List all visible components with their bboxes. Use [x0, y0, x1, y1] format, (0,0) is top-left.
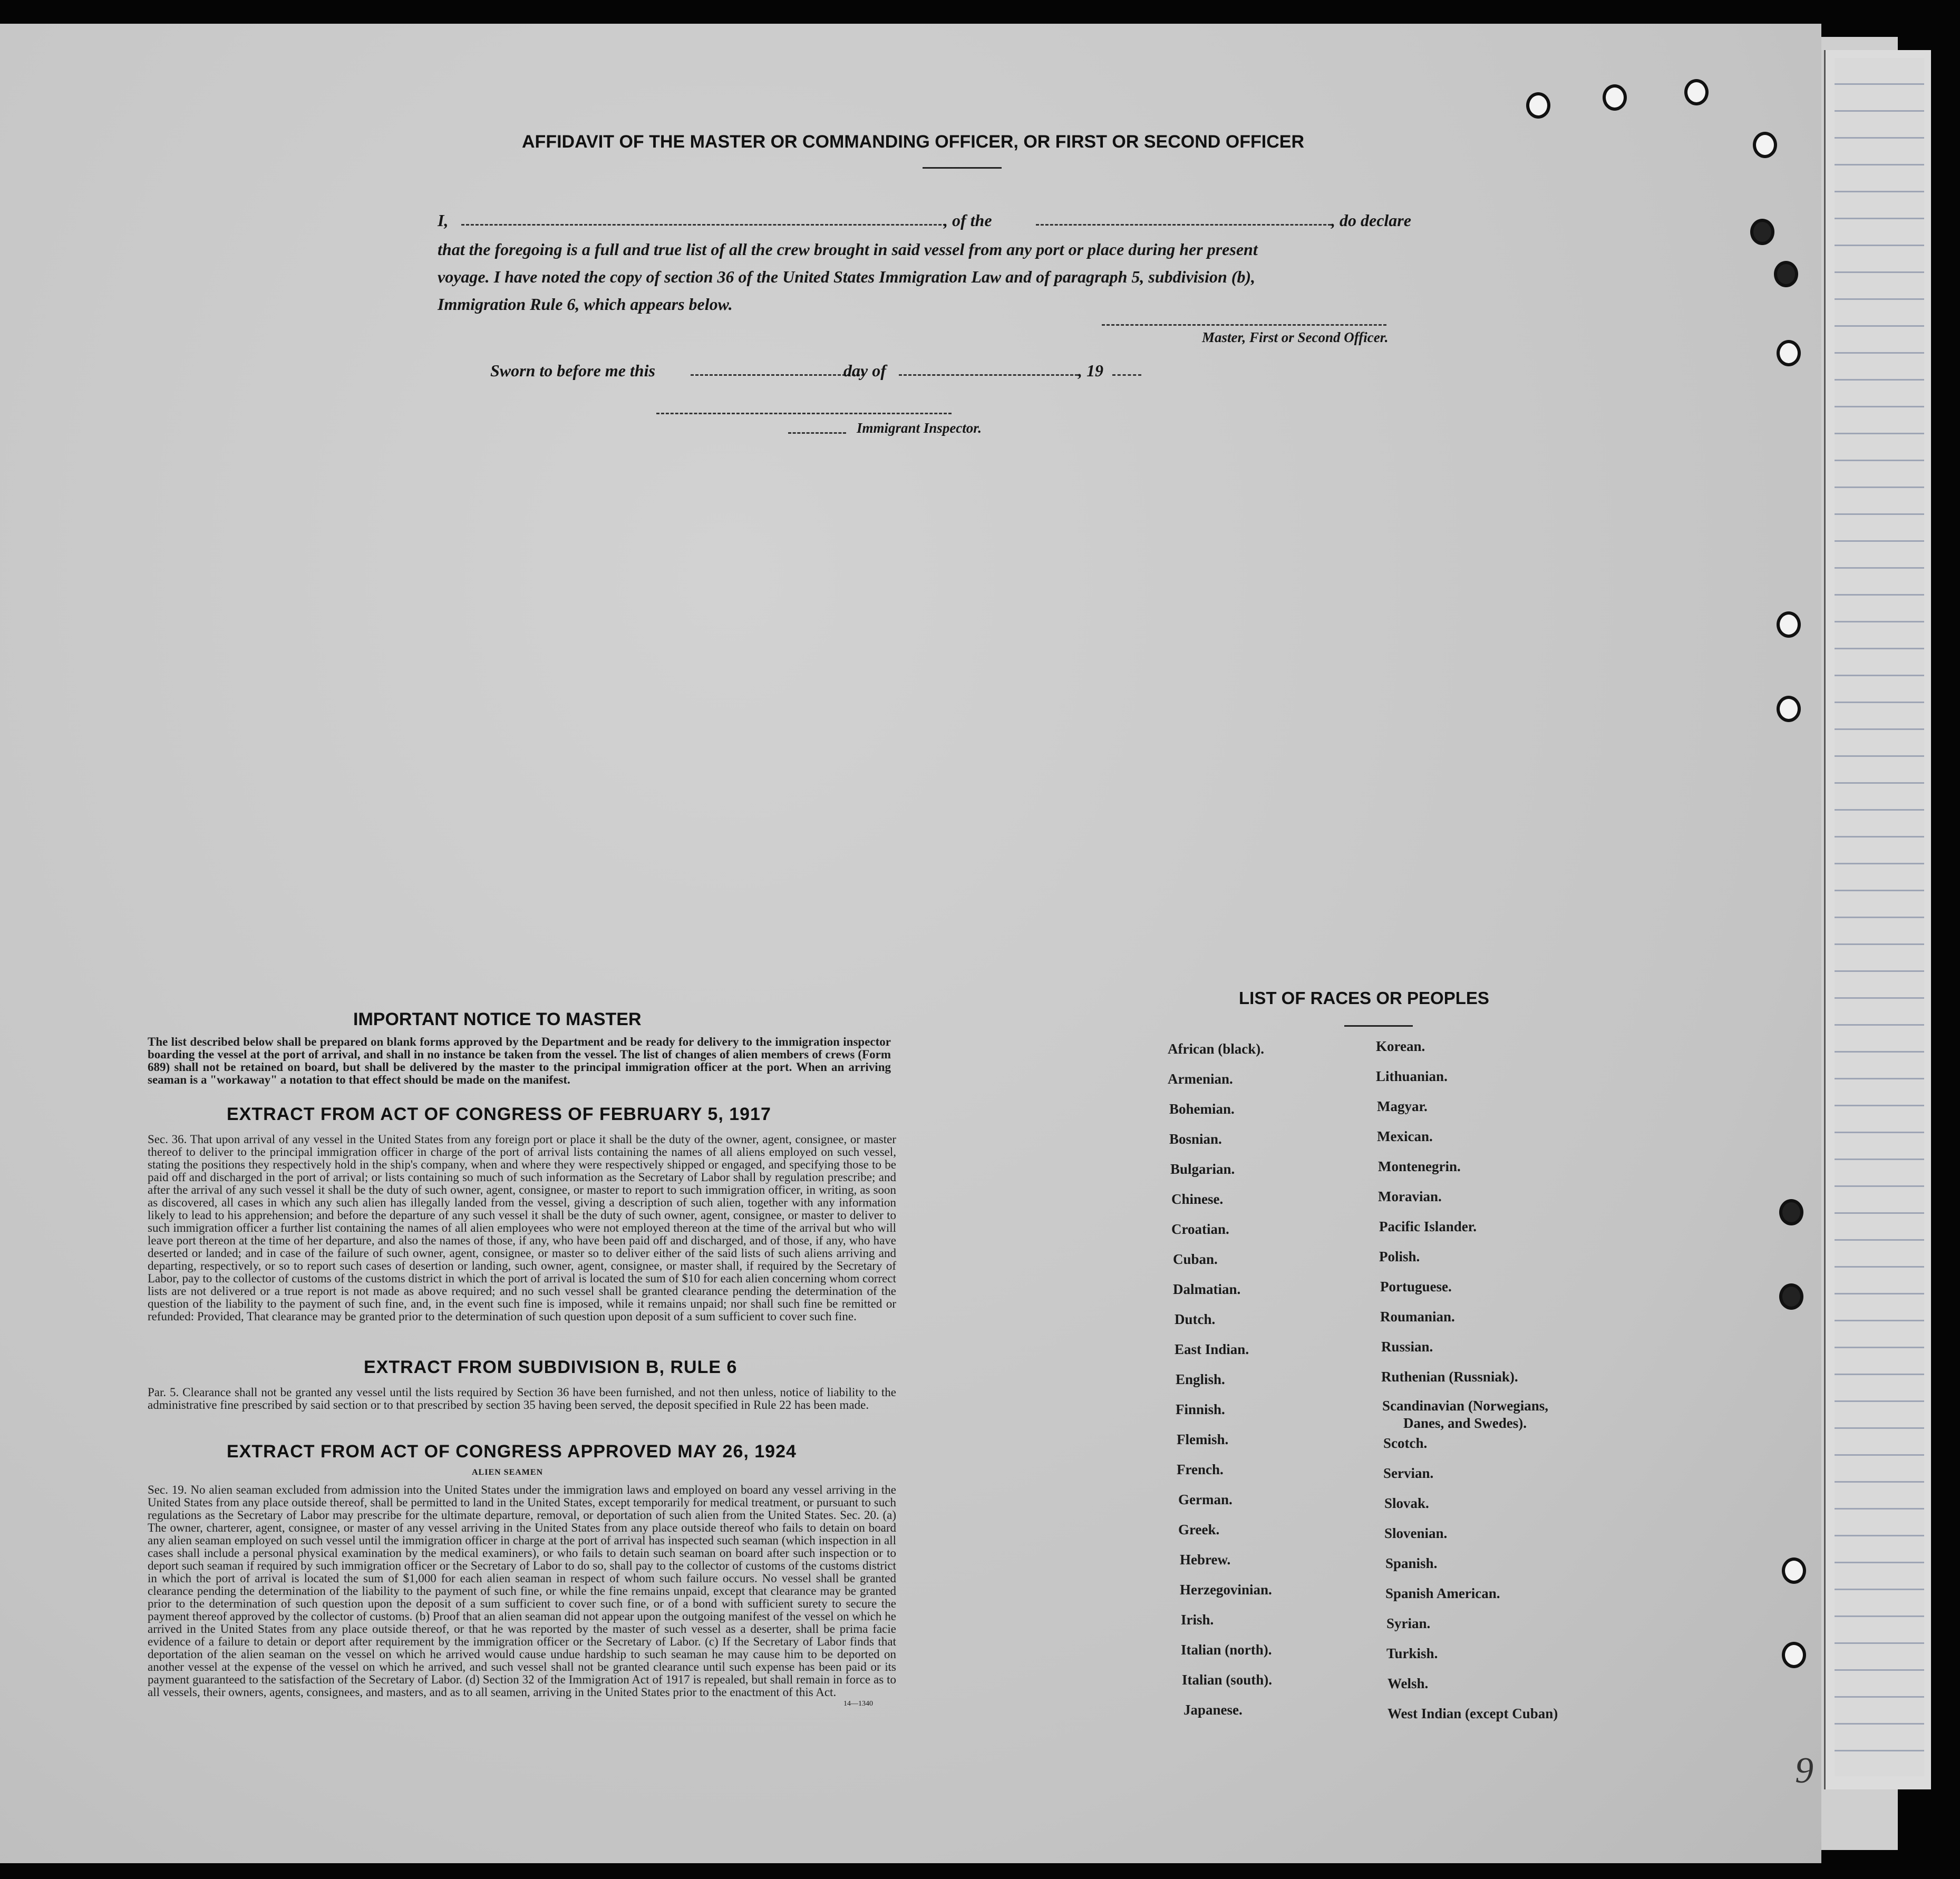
punch-hole	[1782, 1557, 1806, 1584]
inspector-blank-1	[656, 413, 952, 414]
race-item: Cuban.	[1173, 1251, 1218, 1267]
punch-hole	[1782, 1642, 1806, 1668]
race-item: Servian.	[1383, 1465, 1434, 1481]
sworn-day-blank	[691, 374, 865, 376]
punch-hole	[1750, 219, 1774, 245]
affidavit-title: AFFIDAVIT OF THE MASTER OR COMMANDING OFFICER, OR FIRST OR SECOND OFFICER	[522, 132, 1304, 152]
affidavit-i: I,	[438, 211, 449, 230]
sworn-label: Sworn to before me this	[490, 361, 655, 380]
day-of-label: day of	[843, 361, 886, 380]
race-item: Ruthenian (Russniak).	[1381, 1369, 1518, 1385]
form-page	[0, 24, 1821, 1863]
race-item: Dalmatian.	[1173, 1281, 1241, 1297]
extract-1917-title: EXTRACT FROM ACT OF CONGRESS OF FEBRUARY 5, 1917	[227, 1104, 771, 1124]
inspector-label: Immigrant Inspector.	[857, 420, 982, 436]
extract-1924-body: Sec. 19. No alien seaman excluded from admission into the United States under the immigration laws and employed on board any vessel arriving in the United States from any place outside thereof, shall be permitted to land in the United States, except temporarily for medical treatment, or pursuant to such regulations as the Secretary of Labor may prescribe for the ultimate departure, removal, or deportation of such alien from the United States. Sec. 20. (a) The owner, charterer, agent, consignee, or master of any vessel arriving in the United States from any place outside thereof who fails to detain on board any alien seaman employed on such vessel until the immigration officer in charge at the port of arrival has inspected such seaman (which inspection in all cases shall include a personal physical examination by the medical examiners), or who fails to detain such seaman on board after such inspection or to deport such seaman if required by such immigration officer or the Secretary of Labor to do so, shall pay to the collector of customs of the customs district in which the port of arrival is located the sum of $1,000 for each alien seaman in respect of whom such failure occurs. No vessel shall be granted clearance pending the determination of the liability to the payment of such fine, or while the fine remains unpaid, except that clearance may be granted prior to the determination of such question upon the deposit of a sum sufficient to cover such fine, or of a bond with sufficient surety to secure the payment thereof approved by the collector of customs. (b) Proof that an alien seaman did not appear upon the outgoing manifest of the vessel on which he arrived in the United States from any place outside thereof, or that he was reported by the master of such vessel as a deserter, shall be prima facie evidence of a failure to detain or deport after requirement by the immigration officer or the Secretary of Labor. (c) If the Secretary of Labor finds that deportation of the alien seaman on the vessel on which he arrived would cause undue hardship to such seaman he may cause him to be deported on another vessel at the expense of the vessel on which he arrived, and such vessel shall not be granted clearance until such expense has been paid or its payment guaranteed to the satisfaction of the Secretary of Labor. (d) Section 32 of the Immigration Act of 1917 is repealed, but shall remain in force as to all vessels, their owners, agents, consignees, and masters, and as to all seamen, arriving in the United States prior to the enactment of this Act.	[148, 1483, 896, 1699]
master-signature-label: Master, First or Second Officer.	[1202, 329, 1389, 345]
notice-title: IMPORTANT NOTICE TO MASTER	[353, 1009, 642, 1029]
alien-seamen-subtitle: ALIEN SEAMEN	[472, 1468, 544, 1477]
race-item: Bosnian.	[1169, 1131, 1222, 1147]
punch-hole	[1777, 696, 1801, 722]
master-signature-blank	[1102, 324, 1386, 326]
race-item: Dutch.	[1175, 1311, 1216, 1327]
subdivision-title: EXTRACT FROM SUBDIVISION B, RULE 6	[364, 1357, 738, 1377]
race-item: Turkish.	[1386, 1646, 1438, 1661]
margin-pencil-mark: 9	[1795, 1750, 1813, 1791]
punch-hole	[1684, 79, 1709, 105]
race-item: Croatian.	[1171, 1221, 1229, 1237]
race-item: Spanish American.	[1385, 1585, 1500, 1601]
title-underline	[923, 167, 1002, 169]
race-item: Armenian.	[1168, 1071, 1233, 1087]
race-item: Irish.	[1181, 1612, 1214, 1628]
race-item: Spanish.	[1385, 1555, 1438, 1571]
notice-text	[148, 1036, 891, 1086]
race-item: English.	[1176, 1371, 1225, 1387]
extract-1917-body: Sec. 36. That upon arrival of any vessel in the United States from any foreign port or place it shall be the duty of the owner, agent, consignee, or master thereof to deliver to the principal immigration officer in charge of the port of arrival lists containing the names of all aliens employed on such vessel, stating the positions they respectively hold in the ship's company, when and where they were respectively shipped or engaged, and specifying those to be paid off and discharged in the port of arrival; or lists containing so much of such information as the Secretary of Labor shall by regulation prescribe; and after the arrival of any such vessel it shall be the duty of such owner, agent, consignee, or master to report to such immigration officer, in writing, as soon as discovered, all cases in which any such alien has illegally landed from the vessel, giving a description of such alien, together with any information likely to lead to his apprehension; and before the departure of any such vessel it shall be the duty of such owner, agent, consignee, or master to deliver to such immigration officer a further list containing the names of all alien employees who were not employed thereon at the time of the arrival but who will leave port thereon at the time of her departure, and also the names of those, if any, who have been paid off and discharged, and of those, if any, who have deserted or landed; and in case of the failure of such owner, agent, consignee, or master so to deliver either of the said lists of such aliens arriving and departing, respectively, or so to report such cases of desertion or landing, such owner, agent, consignee, or master shall, if required by the Secretary of Labor, pay to the collector of customs of the customs district in which the port of arrival is located the sum of $10 for each alien concerning whom correct lists are not delivered or a true report is not made as above required; and no such vessel shall be granted clearance pending the determination of the question of the liability to the payment of such fine, and, in the event such fine is imposed, while it remains unpaid; nor shall such fine be remitted or refunded: Provided, That clearance may be granted prior to the determination of such question upon deposit of a sum sufficient to cover such fine.	[148, 1133, 896, 1323]
vessel-blank	[1036, 224, 1331, 226]
race-item: German.	[1178, 1492, 1233, 1507]
year-label: , 19	[1078, 361, 1103, 380]
race-item: Hebrew.	[1180, 1552, 1231, 1568]
race-item: Finnish.	[1176, 1401, 1225, 1417]
race-item: Chinese.	[1171, 1191, 1224, 1207]
affidavit-do-declare: , do declare	[1331, 211, 1411, 230]
race-item: Flemish.	[1177, 1432, 1229, 1447]
race-item: Japanese.	[1183, 1702, 1243, 1718]
extract-1917-text	[148, 1133, 896, 1323]
extract-1924-title: EXTRACT FROM ACT OF CONGRESS APPROVED MAY 26, 1924	[227, 1442, 797, 1462]
race-item: Syrian.	[1386, 1615, 1431, 1631]
race-item: Portuguese.	[1380, 1279, 1452, 1294]
race-item: Polish.	[1379, 1249, 1420, 1264]
punch-hole	[1753, 132, 1777, 158]
races-title-underline	[1344, 1025, 1413, 1027]
race-item: Lithuanian.	[1376, 1068, 1448, 1084]
punch-hole	[1603, 84, 1627, 111]
race-item: Bohemian.	[1169, 1101, 1235, 1117]
race-item: Slovak.	[1384, 1495, 1429, 1511]
affidavit-line4: Immigration Rule 6, which appears below.	[438, 295, 733, 314]
race-item: Moravian.	[1378, 1189, 1442, 1204]
race-item: Herzegovinian.	[1180, 1582, 1272, 1598]
race-item: Bulgarian.	[1170, 1161, 1235, 1177]
punch-hole	[1779, 1283, 1803, 1310]
race-item: Scandinavian (Norwegians,	[1382, 1398, 1549, 1414]
race-item: African (black).	[1168, 1041, 1264, 1057]
punch-hole	[1526, 92, 1550, 119]
month-blank	[899, 374, 1078, 376]
race-item: Korean.	[1376, 1038, 1425, 1054]
form-number: 14—1340	[843, 1700, 873, 1708]
race-item: East Indian.	[1175, 1341, 1249, 1357]
affidavit-line3: voyage. I have noted the copy of section 36 of the United States Immigration Law and of paragraph 5, subdivision (b),	[438, 267, 1256, 286]
race-item: Danes, and Swedes).	[1403, 1415, 1527, 1431]
affidavit-of-the: , of the	[944, 211, 992, 230]
race-item: Magyar.	[1377, 1098, 1428, 1114]
race-item: Scotch.	[1383, 1435, 1428, 1451]
race-item: Greek.	[1178, 1522, 1220, 1537]
races-title: LIST OF RACES OR PEOPLES	[1239, 988, 1489, 1008]
ledger-ruled-lines	[1835, 58, 1924, 1776]
year-blank	[1112, 374, 1141, 376]
extract-1924-text	[148, 1484, 896, 1699]
affidavit-line2: that the foregoing is a full and true list of all the crew brought in said vessel from any port or place during her present	[438, 240, 1258, 259]
punch-hole	[1777, 611, 1801, 638]
race-item: Pacific Islander.	[1379, 1219, 1477, 1234]
race-item: Slovenian.	[1384, 1525, 1448, 1541]
punch-hole	[1774, 261, 1798, 287]
race-item: Welsh.	[1387, 1676, 1429, 1691]
race-item: Montenegrin.	[1378, 1158, 1461, 1174]
notice-body: The list described below shall be prepared on blank forms approved by the Department and be ready for delivery to the immigration inspector boarding the vessel at the port of arrival, and shall in no instance be taken from the vessel. The list of changes of alien members of crews (Form 689) shall not be retained on board, but shall be delivered by the master to the principal immigration officer at the port. When an arriving seaman is a "workaway" a notation to that effect should be made on the manifest.	[148, 1035, 891, 1086]
name-blank	[461, 224, 946, 226]
race-item: French.	[1177, 1462, 1224, 1477]
punch-hole	[1779, 1199, 1803, 1225]
punch-hole	[1777, 340, 1801, 366]
race-item: Mexican.	[1377, 1128, 1433, 1144]
race-item: Roumanian.	[1380, 1309, 1455, 1325]
race-item: Russian.	[1381, 1339, 1433, 1355]
subdivision-body: Par. 5. Clearance shall not be granted any vessel until the lists required by Section 36 have been furnished, and not then unless, notice of liability to the administrative fine prescribed by said section or to that prescribed by section 35 having been served, the deposit specified in Rule 22 has been made.	[148, 1386, 896, 1411]
race-item: Italian (south).	[1182, 1672, 1273, 1688]
subdivision-text	[148, 1386, 896, 1411]
inspector-blank-2	[788, 432, 846, 434]
race-item: West Indian (except Cuban)	[1387, 1706, 1558, 1721]
race-item: Italian (north).	[1181, 1642, 1272, 1658]
